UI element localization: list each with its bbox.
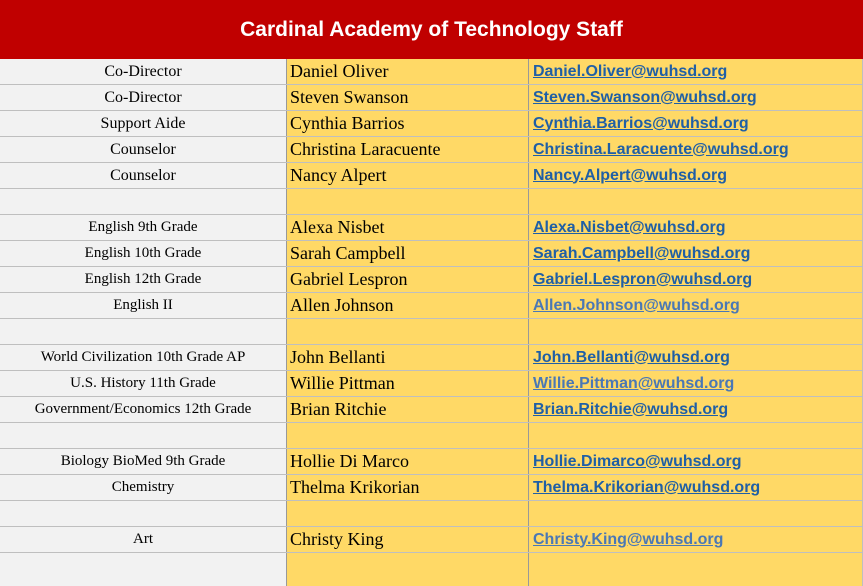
table-row (0, 293, 863, 319)
email-link[interactable]: Nancy.Alpert@wuhsd.org (533, 166, 727, 184)
role-cell: Counselor (0, 137, 287, 162)
table-row-empty (0, 189, 863, 215)
name-cell: Brian Ritchie (287, 397, 529, 422)
email-cell (529, 215, 863, 240)
email-cell (529, 85, 863, 110)
name-cell: Thelma Krikorian (287, 475, 529, 500)
table-row (0, 241, 863, 267)
email-link[interactable]: Christy.King@wuhsd.org (533, 530, 724, 548)
email-cell (529, 137, 863, 162)
name-cell: Nancy Alpert (287, 163, 529, 188)
name-cell: John Bellanti (287, 345, 529, 370)
table-row-empty (0, 501, 863, 527)
email-link[interactable]: Allen.Johnson@wuhsd.org (533, 296, 740, 314)
role-cell: English 12th Grade (0, 267, 287, 292)
role-cell: English 9th Grade (0, 215, 287, 240)
page-title: Cardinal Academy of Technology Staff (0, 0, 863, 59)
name-cell: Christy King (287, 527, 529, 552)
table-row (0, 371, 863, 397)
email-cell (529, 423, 863, 448)
email-link[interactable]: Thelma.Krikorian@wuhsd.org (533, 478, 761, 496)
name-cell (287, 319, 529, 344)
email-link[interactable]: Steven.Swanson@wuhsd.org (533, 88, 757, 106)
role-cell: World Civilization 10th Grade AP (0, 345, 287, 370)
name-cell: Allen Johnson (287, 293, 529, 318)
name-cell: Steven Swanson (287, 85, 529, 110)
name-cell: Sarah Campbell (287, 241, 529, 266)
role-cell (0, 423, 287, 448)
role-cell: Biology BioMed 9th Grade (0, 449, 287, 474)
table-row-empty (0, 553, 863, 579)
name-cell: Hollie Di Marco (287, 449, 529, 474)
name-cell: Daniel Oliver (287, 59, 529, 84)
name-cell: Gabriel Lespron (287, 267, 529, 292)
table-row (0, 85, 863, 111)
bottom-name-cell (287, 578, 529, 586)
table-row (0, 267, 863, 293)
role-cell: English 10th Grade (0, 241, 287, 266)
name-cell: Willie Pittman (287, 371, 529, 396)
role-cell: English II (0, 293, 287, 318)
email-link[interactable]: Daniel.Oliver@wuhsd.org (533, 62, 728, 80)
role-cell: U.S. History 11th Grade (0, 371, 287, 396)
email-cell (529, 293, 863, 318)
email-cell (529, 267, 863, 292)
email-link[interactable]: Willie.Pittman@wuhsd.org (533, 374, 735, 392)
table-bottom-edge (0, 578, 863, 586)
email-cell (529, 319, 863, 344)
role-cell (0, 501, 287, 526)
table-row (0, 345, 863, 371)
email-cell (529, 553, 863, 578)
email-cell (529, 501, 863, 526)
email-cell (529, 527, 863, 552)
email-link[interactable]: Hollie.Dimarco@wuhsd.org (533, 452, 742, 470)
role-cell: Co-Director (0, 85, 287, 110)
email-cell (529, 371, 863, 396)
table-row (0, 59, 863, 85)
name-cell (287, 189, 529, 214)
role-cell: Art (0, 527, 287, 552)
role-cell: Counselor (0, 163, 287, 188)
name-cell: Alexa Nisbet (287, 215, 529, 240)
role-cell (0, 319, 287, 344)
email-cell (529, 449, 863, 474)
email-link[interactable]: John.Bellanti@wuhsd.org (533, 348, 730, 366)
bottom-email-cell (529, 578, 863, 586)
name-cell: Christina Laracuente (287, 137, 529, 162)
email-cell (529, 59, 863, 84)
role-cell (0, 189, 287, 214)
email-cell (529, 241, 863, 266)
email-cell (529, 345, 863, 370)
email-cell (529, 111, 863, 136)
staff-table (0, 59, 863, 579)
table-row (0, 527, 863, 553)
email-link[interactable]: Brian.Ritchie@wuhsd.org (533, 400, 729, 418)
email-link[interactable]: Christina.Laracuente@wuhsd.org (533, 140, 789, 158)
name-cell (287, 553, 529, 578)
role-cell: Support Aide (0, 111, 287, 136)
role-cell: Government/Economics 12th Grade (0, 397, 287, 422)
bottom-role-cell (0, 578, 287, 586)
name-cell (287, 501, 529, 526)
email-link[interactable]: Cynthia.Barrios@wuhsd.org (533, 114, 749, 132)
table-row (0, 163, 863, 189)
table-row (0, 137, 863, 163)
table-row (0, 475, 863, 501)
table-row-empty (0, 423, 863, 449)
role-cell: Co-Director (0, 59, 287, 84)
name-cell: Cynthia Barrios (287, 111, 529, 136)
table-row-empty (0, 319, 863, 345)
role-cell (0, 553, 287, 578)
email-cell (529, 475, 863, 500)
table-row (0, 215, 863, 241)
table-row (0, 111, 863, 137)
role-cell: Chemistry (0, 475, 287, 500)
table-row (0, 449, 863, 475)
name-cell (287, 423, 529, 448)
table-row (0, 397, 863, 423)
email-link[interactable]: Alexa.Nisbet@wuhsd.org (533, 218, 726, 236)
email-cell (529, 397, 863, 422)
email-cell (529, 163, 863, 188)
email-cell (529, 189, 863, 214)
email-link[interactable]: Gabriel.Lespron@wuhsd.org (533, 270, 753, 288)
email-link[interactable]: Sarah.Campbell@wuhsd.org (533, 244, 751, 262)
